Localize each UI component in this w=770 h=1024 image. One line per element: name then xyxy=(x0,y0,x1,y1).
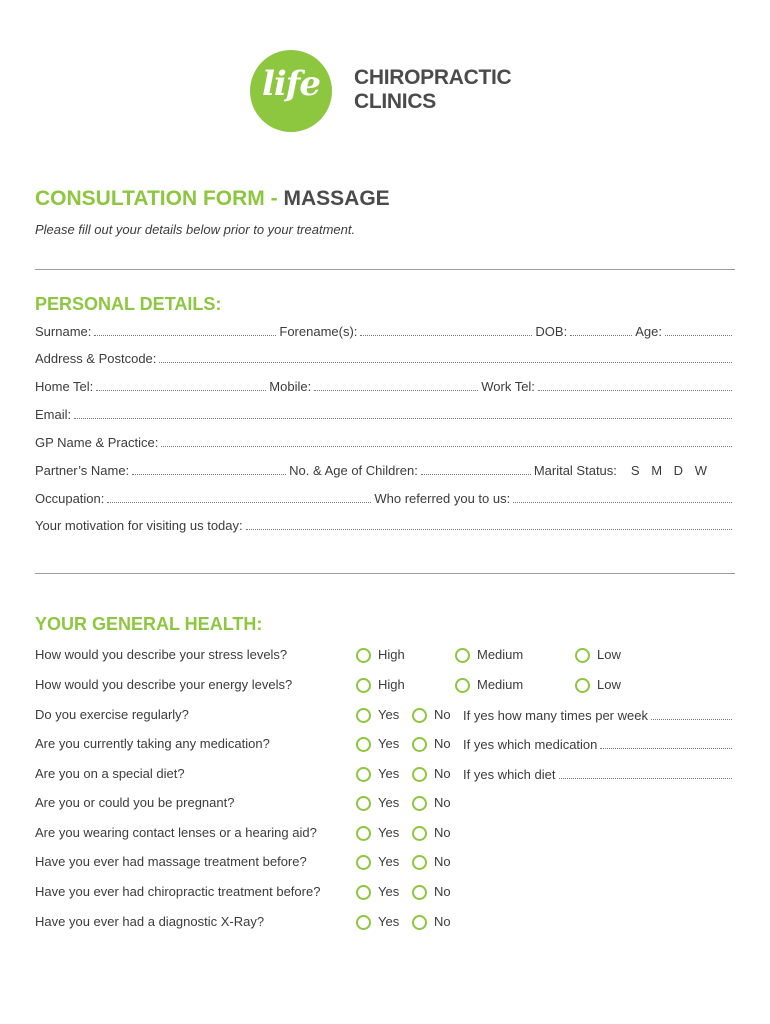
option-label-no: No xyxy=(434,766,451,781)
mobile-label: Mobile: xyxy=(269,379,312,394)
radio-medium[interactable] xyxy=(455,648,470,663)
option-label-no: No xyxy=(434,736,451,751)
surname-label: Surname: xyxy=(35,324,92,339)
row-occupation xyxy=(35,490,735,508)
age-label: Age: xyxy=(635,324,662,339)
referred-field[interactable] xyxy=(513,490,732,503)
marital-options xyxy=(623,463,707,478)
follow-up-row xyxy=(463,766,735,782)
email-label: Email: xyxy=(35,407,72,422)
option-label-no: No xyxy=(434,884,451,899)
children-label: No. & Age of Children: xyxy=(289,463,418,478)
gp-field[interactable] xyxy=(161,434,732,447)
option-label-no: No xyxy=(434,914,451,929)
row-email xyxy=(35,406,735,424)
option-label-yes: Yes xyxy=(378,736,400,751)
home-tel-label: Home Tel: xyxy=(35,379,94,394)
referred-label: Who referred you to us: xyxy=(374,491,511,506)
follow-up-field[interactable] xyxy=(651,707,732,720)
partner-label: Partner’s Name: xyxy=(35,463,130,478)
option-label-high: High xyxy=(378,647,405,662)
radio-high[interactable] xyxy=(356,648,371,663)
radio-high[interactable] xyxy=(356,678,371,693)
radio-no[interactable] xyxy=(412,826,427,841)
logo-wordmark: life xyxy=(261,64,321,104)
dob-label: DOB: xyxy=(535,324,568,339)
follow-up-row xyxy=(463,707,735,723)
radio-no[interactable] xyxy=(412,796,427,811)
option-label-yes: Yes xyxy=(378,707,400,722)
mobile-field[interactable] xyxy=(314,378,478,391)
gp-label: GP Name & Practice: xyxy=(35,435,159,450)
option-label-yes: Yes xyxy=(378,854,400,869)
radio-no[interactable] xyxy=(412,737,427,752)
row-gp xyxy=(35,434,735,452)
option-label-no: No xyxy=(434,854,451,869)
row-family xyxy=(35,462,735,480)
option-label-yes: Yes xyxy=(378,884,400,899)
follow-up-row xyxy=(463,736,735,752)
title-part-1: CONSULTATION FORM - xyxy=(35,187,278,210)
address-label: Address & Postcode: xyxy=(35,351,157,366)
logo-line-2: CLINICS xyxy=(354,90,436,113)
page-title xyxy=(35,187,390,211)
option-label-no: No xyxy=(434,795,451,810)
question-text: Do you exercise regularly? xyxy=(35,707,189,722)
marital-option-s[interactable]: S xyxy=(630,463,640,478)
radio-yes[interactable] xyxy=(356,767,371,782)
option-label-no: No xyxy=(434,707,451,722)
radio-yes[interactable] xyxy=(356,708,371,723)
radio-yes[interactable] xyxy=(356,826,371,841)
follow-up-label: If yes how many times per week xyxy=(463,708,648,723)
title-part-2: MASSAGE xyxy=(283,187,390,210)
option-label-high: High xyxy=(378,677,405,692)
question-text: How would you describe your stress levels? xyxy=(35,647,288,662)
logo-text xyxy=(354,66,511,114)
home-tel-field[interactable] xyxy=(96,378,266,391)
follow-up-field[interactable] xyxy=(600,736,732,749)
personal-details-heading: PERSONAL DETAILS: xyxy=(35,294,222,314)
question-text: How would you describe your energy levels? xyxy=(35,677,293,692)
question-text: Are you or could you be pregnant? xyxy=(35,795,235,810)
question-text: Are you on a special diet? xyxy=(35,766,185,781)
row-motivation xyxy=(35,517,735,535)
radio-yes[interactable] xyxy=(356,915,371,930)
row-address xyxy=(35,350,735,368)
email-field[interactable] xyxy=(74,406,732,419)
option-label-medium: Medium xyxy=(477,647,524,662)
marital-option-w[interactable]: W xyxy=(694,463,707,478)
radio-no[interactable] xyxy=(412,708,427,723)
dob-field[interactable] xyxy=(570,323,632,336)
follow-up-label: If yes which medication xyxy=(463,737,598,752)
question-text: Have you ever had chiropractic treatment before? xyxy=(35,884,321,899)
radio-medium[interactable] xyxy=(455,678,470,693)
general-health-heading: YOUR GENERAL HEALTH: xyxy=(35,614,263,634)
radio-no[interactable] xyxy=(412,915,427,930)
radio-no[interactable] xyxy=(412,885,427,900)
motivation-field[interactable] xyxy=(246,517,732,530)
radio-no[interactable] xyxy=(412,767,427,782)
row-phones xyxy=(35,378,735,396)
occupation-field[interactable] xyxy=(107,490,371,503)
work-tel-field[interactable] xyxy=(538,378,732,391)
option-label-no: No xyxy=(434,825,451,840)
logo-line-1: CHIROPRACTIC xyxy=(354,66,512,89)
occupation-label: Occupation: xyxy=(35,491,105,506)
radio-yes[interactable] xyxy=(356,855,371,870)
follow-up-field[interactable] xyxy=(559,766,733,779)
follow-up-label: If yes which diet xyxy=(463,767,556,782)
partner-field[interactable] xyxy=(132,462,286,475)
option-label-yes: Yes xyxy=(378,795,400,810)
question-text: Are you currently taking any medication? xyxy=(35,736,270,751)
option-label-yes: Yes xyxy=(378,825,400,840)
divider xyxy=(35,269,735,270)
page-subtitle: Please fill out your details below prior to your treatment. xyxy=(35,222,356,237)
surname-field[interactable] xyxy=(94,323,276,336)
work-tel-label: Work Tel: xyxy=(481,379,535,394)
option-label-medium: Medium xyxy=(477,677,524,692)
forename-field[interactable] xyxy=(360,323,532,336)
logo-badge xyxy=(250,50,332,132)
radio-yes[interactable] xyxy=(356,885,371,900)
marital-label: Marital Status: xyxy=(533,463,617,478)
row-names xyxy=(35,323,735,341)
option-label-yes: Yes xyxy=(378,914,400,929)
radio-yes[interactable] xyxy=(356,796,371,811)
radio-low[interactable] xyxy=(575,678,590,693)
age-field[interactable] xyxy=(665,323,732,336)
address-field[interactable] xyxy=(159,350,732,363)
option-label-yes: Yes xyxy=(378,766,400,781)
divider xyxy=(35,573,735,574)
question-text: Have you ever had massage treatment before? xyxy=(35,854,307,869)
radio-yes[interactable] xyxy=(356,737,371,752)
marital-option-d[interactable]: D xyxy=(673,463,684,478)
radio-low[interactable] xyxy=(575,648,590,663)
question-text: Are you wearing contact lenses or a hearing aid? xyxy=(35,825,317,840)
forename-label: Forename(s): xyxy=(279,324,358,339)
radio-no[interactable] xyxy=(412,855,427,870)
children-field[interactable] xyxy=(421,462,531,475)
marital-option-m[interactable]: M xyxy=(651,463,663,478)
option-label-low: Low xyxy=(597,677,621,692)
option-label-low: Low xyxy=(597,647,621,662)
motivation-label: Your motivation for visiting us today: xyxy=(35,518,243,533)
question-text: Have you ever had a diagnostic X-Ray? xyxy=(35,914,265,929)
